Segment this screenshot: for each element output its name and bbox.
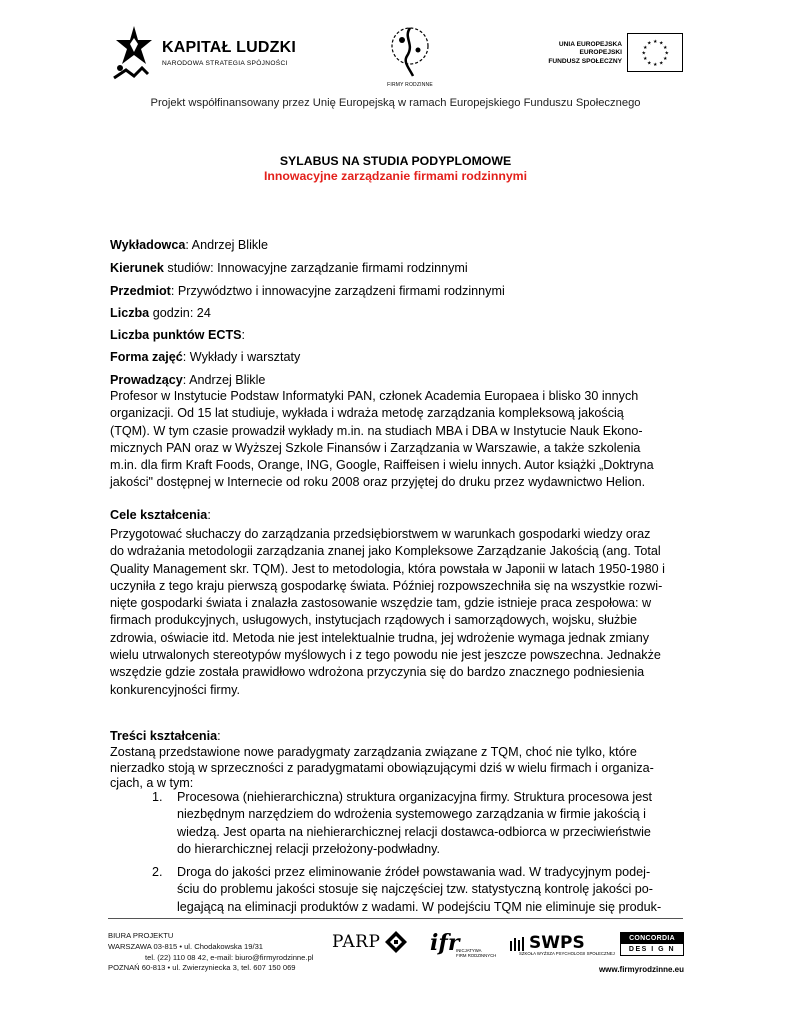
- field-value: godzin: 24: [149, 306, 211, 320]
- field-ects: [110, 328, 245, 342]
- cele-line: Quality Management skr. TQM). Jest to metodologia, która powstała w Japonii w latach 1950-1980 i: [110, 561, 665, 576]
- website-link[interactable]: www.firmyrodzinne.eu: [598, 965, 684, 974]
- svg-text:★: ★: [663, 56, 668, 62]
- list-item: [152, 789, 681, 858]
- eu-flag: [627, 33, 683, 72]
- tresci-heading-text: Treści kształcenia: [110, 729, 218, 743]
- ifr-logo: ifr: [430, 930, 460, 956]
- cele-line: Przygotować słuchaczy do zarządzania przedsiębiorstwem w warunkach gospodarki wiedzy oraz: [110, 527, 651, 541]
- cele-line: uczyniła z tego kraju pierwszą gospodarkę świata. Później rozpowszechniła się na wszystkie rozwi-: [110, 578, 663, 593]
- cele-line: do wdrażania metodologii zarządzania znanej jako Kompleksowe Zarządzanie Jakością (ang. Total: [110, 544, 661, 559]
- field-label: Forma zajęć: [110, 350, 183, 364]
- svg-text:★: ★: [653, 62, 658, 68]
- concordia-top: CONCORDIA: [621, 933, 683, 944]
- field-label: Liczba: [110, 306, 150, 320]
- bio-line: Profesor w Instytucie Podstaw Informatyki PAN, członek Academia Europaea i blisko 30 innych: [110, 389, 639, 403]
- field-liczba-godzin: [110, 306, 211, 320]
- svg-text:★: ★: [643, 45, 648, 51]
- ifr-caption: [456, 948, 496, 958]
- swps-logo: SWPS: [529, 933, 585, 953]
- field-label: Liczba punktów ECTS: [110, 328, 242, 342]
- kapital-ludzki-subtitle: NARODOWA STRATEGIA SPÓJNOŚCI: [162, 60, 288, 67]
- list-item-line: wiedzą. Jest oparta na niehierarchicznej relacji dostawca-odbiorca w przeciwieństwie: [177, 824, 651, 839]
- svg-text:★: ★: [647, 40, 652, 47]
- concordia-logo: [620, 932, 684, 956]
- field-value: : Wykłady i warsztaty: [182, 350, 301, 364]
- svg-text:★: ★: [653, 39, 658, 45]
- footer-address-line: WARSZAWA 03-815 • ul. Chodakowska 19/31: [108, 941, 264, 951]
- field-value: : Andrzej Blikle: [182, 373, 266, 387]
- field-value: :: [241, 328, 246, 342]
- svg-text:★: ★: [659, 40, 664, 47]
- eu-label: [520, 41, 622, 66]
- tresci-heading-colon: :: [217, 729, 221, 743]
- svg-text:★: ★: [659, 60, 664, 67]
- list-item-line: do hierarchicznej relacji przełożony-podwładny.: [177, 841, 440, 856]
- kapital-ludzki-title: KAPITAŁ LUDZKI: [162, 39, 297, 56]
- list-item-line: niezbędnym narzędziem do wdrożenia systemowego zarządzania w firmie jakością i: [177, 807, 646, 822]
- field-label: Prowadzący: [110, 373, 183, 387]
- field-label: Kierunek: [110, 261, 164, 275]
- cele-heading: [110, 508, 211, 522]
- bio-line: jakości" dostępnej w Internecie od roku 2008 oraz przyjętej do druku przez wydawnictwo Helion.: [110, 475, 646, 490]
- field-value: studiów: Innowacyjne zarządzanie firmami rodzinnymi: [163, 261, 468, 275]
- bio-line: micznych PAN oraz w Wyższej Szkole Finansów i Zarządzania w Warszawie, a także szkolenia: [110, 440, 641, 455]
- cele-paragraph: [110, 526, 681, 699]
- eu-stars-icon: [628, 34, 682, 71]
- cele-line: konkurencyjności firmy.: [110, 682, 240, 697]
- field-przedmiot: [110, 284, 505, 298]
- list-item: [152, 864, 681, 916]
- parp-mark-icon: [384, 930, 408, 954]
- field-kierunek: [110, 261, 468, 275]
- bio-line: (TQM). W tym czasie prowadził wykłady m.in. na studiach MBA i DBA w Instytucie Nauk Ekono-: [110, 423, 643, 438]
- list-item-number: 1.: [152, 790, 163, 804]
- firmy-rodzinne-caption: FIRMY RODZINNE: [387, 82, 433, 88]
- tresci-intro: [110, 745, 681, 792]
- cele-heading-colon: :: [207, 508, 211, 522]
- eu-line-3: FUNDUSZ SPOŁECZNY: [548, 57, 622, 65]
- cele-line: wszędzie gdzie została prawidłowo wdrożona przyczynia się do bardzo znacznego podniesienia: [110, 665, 645, 680]
- list-item-line: legającą na eliminacji produktów z wadami. W podejściu TQM nie eliminuje się produk-: [177, 899, 662, 914]
- list-item-line: Procesowa (niehierarchiczna) struktura organizacyjna firmy. Struktura procesowa jest: [177, 790, 653, 804]
- lecturer-bio: [110, 388, 681, 492]
- tresci-intro-line: cjach, a w tym:: [110, 776, 194, 790]
- bio-line: m.in. dla firm Kraft Foods, Orange, ING, Google, Raiffeisen i wielu innych. Autor książki „Doktryna: [110, 458, 654, 473]
- cele-line: wielu utrwalonych stereotypów myślowych i z tego powodu nie jest jeszcze powszechna. Jednakże: [110, 648, 661, 663]
- list-item-number: 2.: [152, 865, 163, 879]
- swps-caption: SZKOŁA WYŻSZA PSYCHOLOGII SPOŁECZNEJ: [519, 951, 615, 956]
- cele-line: nięte gospodarki świata i znalazła zastosowanie wszędzie tam, gdzie istnieje praca zespołowa: w: [110, 596, 652, 611]
- field-label: Wykładowca: [110, 238, 186, 252]
- list-item-line: ściu do problemu jakości stosuje się najczęściej tzw. statystyczną kontrolę jakości po-: [177, 882, 653, 897]
- ifr-caption-line: INICJATYWA: [456, 948, 482, 953]
- bio-line: organizacji. Od 15 lat studiuje, wykłada i wdraża metodę zarządzania kompleksową jakością: [110, 406, 624, 421]
- svg-text:★: ★: [641, 50, 646, 57]
- concordia-bottom: DES I G N: [628, 946, 676, 953]
- kapital-ludzki-star-icon: [112, 24, 164, 80]
- footer-address: [108, 931, 313, 974]
- field-value: : Przywództwo i innowacyjne zarządzeni firmami rodzinnymi: [170, 284, 505, 298]
- list-item-line: Droga do jakości przez eliminowanie źródeł powstawania wad. W tradycyjnym podej-: [177, 865, 651, 879]
- parp-logo: PARP: [332, 932, 381, 952]
- document-subtitle: Innowacyjne zarządzanie firmami rodzinnymi: [263, 169, 528, 183]
- list-item-text: [177, 789, 681, 858]
- tresci-intro-line: Zostaną przedstawione nowe paradygmaty zarządzania związane z TQM, choć nie tylko, które: [110, 745, 637, 759]
- eu-line-1: UNIA EUROPEJSKA: [558, 41, 622, 48]
- field-prowadzacy: [110, 373, 265, 387]
- firmy-rodzinne-emblem-icon: [385, 22, 435, 80]
- list-item-text: [177, 864, 681, 916]
- tresci-intro-line: nierzadko stoją w sprzeczności z paradygmatami obowiązującymi dziś w wielu firmach i organiza-: [110, 760, 654, 775]
- svg-text:★: ★: [663, 45, 668, 51]
- footer-divider: [108, 918, 683, 919]
- page-header: [0, 0, 791, 120]
- field-label: Przedmiot: [110, 284, 171, 298]
- firmy-rodzinne-logo: [380, 22, 440, 90]
- footer-address-line: POZNAŃ 60-813 • ul. Zwierzyniecka 3, tel. 607 150 069: [108, 963, 296, 973]
- svg-text:★: ★: [643, 56, 648, 62]
- eu-line-2: EUROPEJSKI: [579, 49, 622, 57]
- footer-address-line: BIURA PROJEKTU: [108, 931, 174, 940]
- kapital-ludzki-logo: [112, 24, 312, 80]
- field-forma-zajec: [110, 350, 300, 364]
- cele-line: firmach produkcyjnych, usługowych, instytucjach rządowych i samorządowych, wojsku, służbie: [110, 613, 638, 628]
- cele-heading-text: Cele kształcenia: [110, 508, 208, 522]
- document-title: SYLABUS NA STUDIA PODYPLOMOWE: [279, 154, 512, 168]
- field-wykladowca: [110, 238, 268, 252]
- field-value: : Andrzej Blikle: [185, 238, 268, 252]
- footer-address-line: tel. (22) 110 08 42, e-mail: biuro@firmyrodzinne.pl: [145, 952, 314, 962]
- cele-line: zdrowia, oświacie itd. Metoda nie jest intelektualnie trudna, jej wdrożenie wymaga jednak zmiany: [110, 630, 650, 645]
- svg-text:★: ★: [664, 50, 669, 57]
- swps-emblem-icon: [510, 937, 528, 951]
- ifr-caption-line: FIRM RODZINNYCH: [456, 953, 497, 958]
- project-cofinancing-line: Projekt współfinansowany przez Unię Europejską w ramach Europejskiego Funduszu Społecznego: [150, 97, 641, 109]
- tresci-heading: [110, 729, 221, 743]
- svg-text:★: ★: [647, 60, 652, 67]
